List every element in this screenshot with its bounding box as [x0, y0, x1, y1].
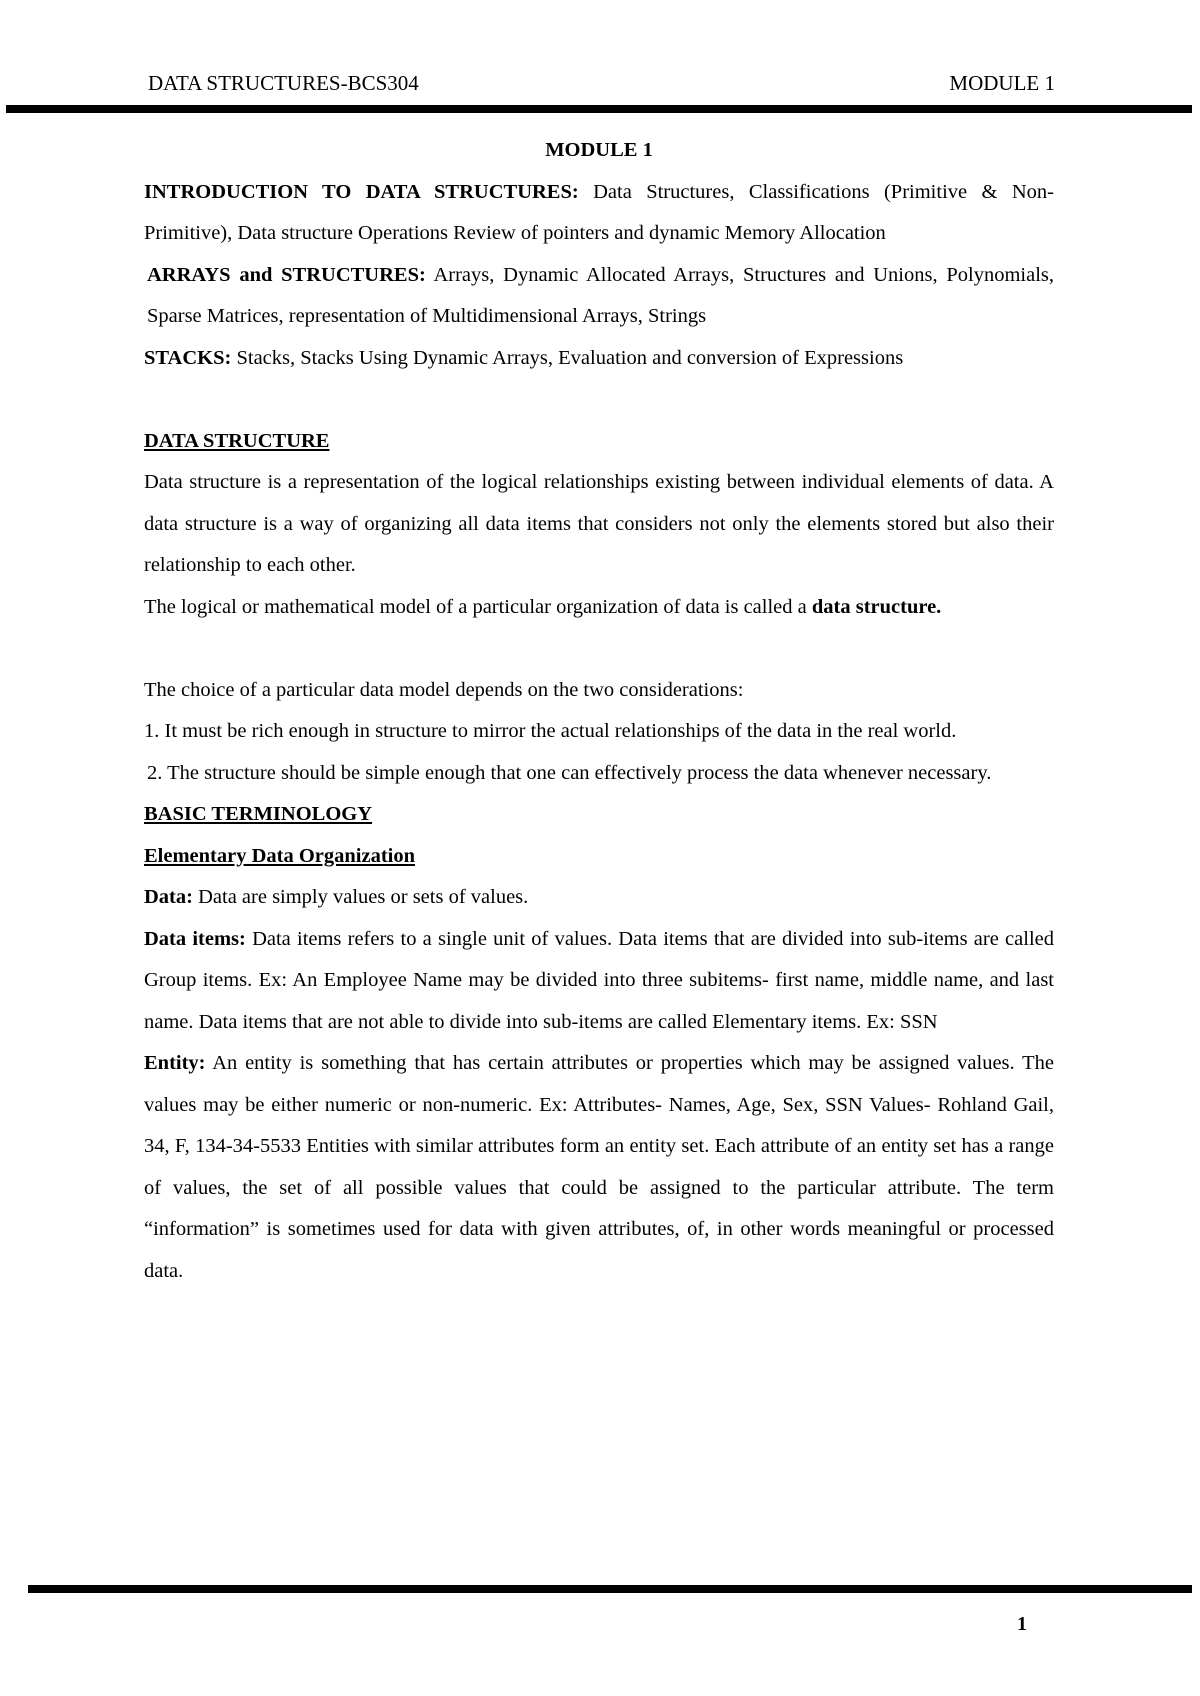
paragraph-model-text: The logical or mathematical model of a particular organization of data is called a [144, 595, 812, 618]
paragraph-choice-intro: The choice of a particular data model depends on the two considerations: [144, 678, 744, 701]
running-header-title: DATA STRUCTURES-BCS304 [148, 71, 419, 95]
syllabus-intro-label: INTRODUCTION TO DATA STRUCTURES: [144, 180, 579, 203]
footer-divider [28, 1585, 1192, 1593]
module-title: MODULE 1 [545, 139, 653, 161]
header-divider [6, 105, 1192, 113]
paragraph-model [144, 587, 1054, 629]
page-body [144, 130, 1054, 1292]
definition-entity-label: Entity: [144, 1052, 206, 1074]
definition-data-label: Data: [144, 886, 193, 908]
definition-entity-text: An entity is something that has certain attributes or properties which may be assigned values. The values may be either numeric or non-numeric. Ex: Attributes- Names, Age, Sex, SSN Values- Rohland Gail, 34, F, 134-34-5533 Entities with similar attributes form an entity set. Each attribute of an entity set has a range of values, the set of all possible values that could be assigned to the particular attribute. The term “information” is sometimes used for data with given attributes, of, in other words meaningful or processed data. [144, 1052, 1054, 1282]
page-number: 1 [1017, 1613, 1027, 1635]
syllabus-intro-text: Data Structures, Classifications (Primitive & Non-Primitive), Data structure Operations Review of pointers and dynamic Memory Allocation [144, 180, 1054, 244]
syllabus-arrays-label: ARRAYS and STRUCTURES: [147, 263, 426, 286]
paragraph-model-bold: data structure. [811, 595, 942, 618]
definition-entity [144, 1043, 1054, 1292]
definition-data-text: Data are simply values or sets of values. [192, 886, 529, 908]
paragraph-definition: Data structure is a representation of the logical relationships existing between individual elements of data. A data structure is a way of organizing all data items that considers not only the elements stored but also their relationship to each other. [144, 471, 1054, 576]
list-item-point-1: 1. It must be rich enough in structure to mirror the actual relationships of the data in the real world. [144, 720, 957, 742]
spacer [144, 628, 1054, 670]
spacer [144, 379, 1054, 421]
list-item-point-2: 2. The structure should be simple enough that one can effectively process the data whenever necessary. [147, 761, 992, 784]
section-heading-data-structure: DATA STRUCTURE [144, 429, 330, 452]
definition-data [144, 877, 1054, 919]
definition-data-items-text: Data items refers to a single unit of values. Data items that are divided into sub-items are called Group items. Ex: An Employee Name may be divided into three subitems- first name, middle name, and last name. Data items that are not able to divide into sub-items are called Elementary items. Ex: SSN [144, 927, 1054, 1033]
syllabus-stacks [144, 338, 1054, 380]
syllabus-arrays-text: Arrays, Dynamic Allocated Arrays, Structures and Unions, Polynomials, Sparse Matrices, representation of Multidimensional Arrays, Strings [147, 263, 1055, 327]
subheading-elementary-data-organization: Elementary Data Organization [144, 844, 416, 867]
syllabus-intro [144, 172, 1054, 255]
syllabus-stacks-label: STACKS: [144, 346, 232, 369]
running-header-module: MODULE 1 [949, 71, 1055, 95]
definition-data-items [144, 919, 1054, 1044]
section-heading-basic-terminology: BASIC TERMINOLOGY [144, 803, 373, 825]
syllabus-stacks-text: Stacks, Stacks Using Dynamic Arrays, Evaluation and conversion of Expressions [231, 346, 904, 369]
syllabus-arrays [144, 255, 1054, 338]
definition-data-items-label: Data items: [144, 927, 246, 950]
